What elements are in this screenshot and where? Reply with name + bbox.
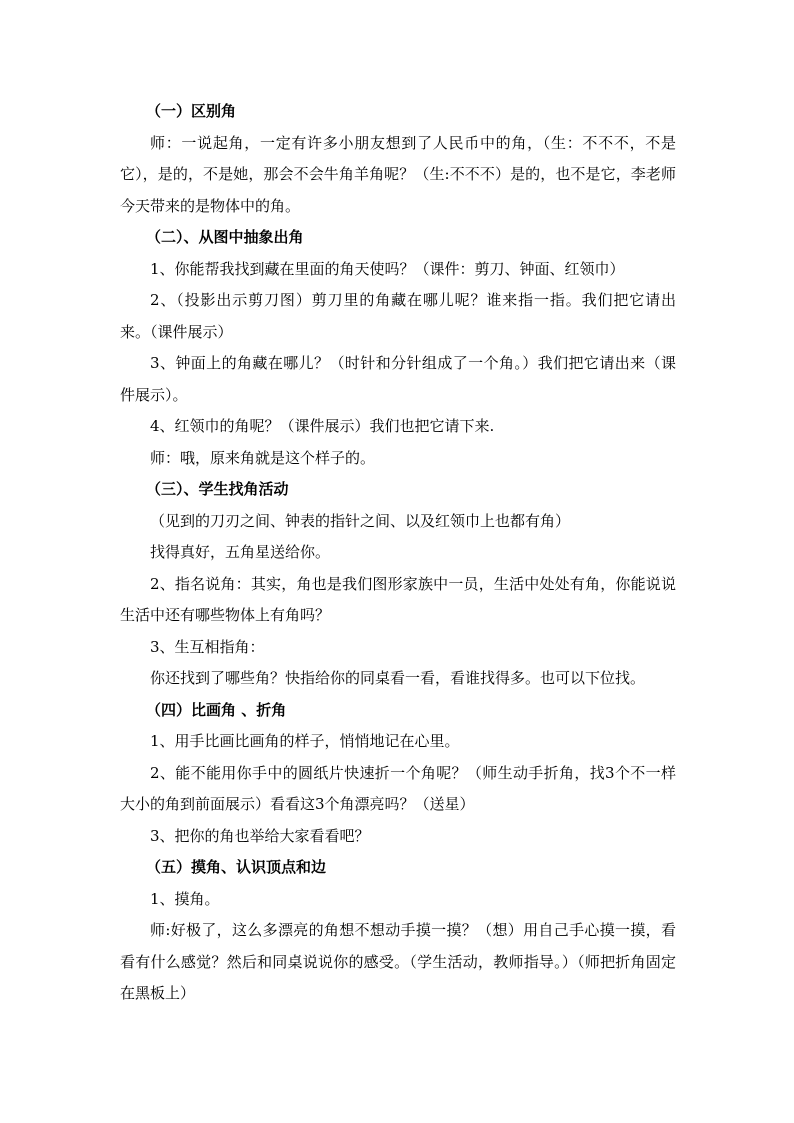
paragraph: 1、你能帮我找到藏在里面的角天使吗？（课件：剪刀、钟面、红领巾） [150,259,625,278]
paragraph: 4、红领巾的角呢？（课件展示）我们也把它请下来. [150,417,495,435]
paragraph: 2、指名说角：其实，角也是我们图形家族中一员，生活中处处有角，你能说说生活中还有哪些物体上有角吗？ [120,574,676,624]
paragraph: 3、生互相指角： [150,637,265,656]
paragraph: 你还找到了哪些角？快指给你的同桌看一看，看谁找得多。也可以下位找。 [150,669,646,687]
section-heading: （一）区别角 [146,102,237,120]
paragraph: 师：一说起角，一定有许多小朋友想到了人民币中的角，（生：不不不，不是它），是的，不是她，那会不会牛角羊角呢？（生:不不不）是的，也不是它，李老师今天带来的是物体中的角。 [120,133,676,215]
document-body [120,96,676,1010]
section-heading: （二）、从图中抽象出角 [146,228,304,246]
paragraph: （见到的刀刃之间、钟表的指针之间、以及红领巾上也都有角） [150,511,571,530]
paragraph: 师：哦，原来角就是这个样子的。 [150,448,376,467]
paragraph: 1、摸角。 [150,889,220,908]
section-heading: （五）摸角、认识顶点和边 [146,858,327,876]
paragraph: 师:好极了，这么多漂亮的角想不想动手摸一摸？（想）用自己手心摸一摸，看看有什么感觉？然后和同桌说说你的感受。（学生活动，教师指导。）（师把折角固定在黑板上） [120,921,676,1002]
paragraph: 3、把你的角也举给大家看看吧？ [150,826,370,845]
paragraph: 找得真好，五角星送给你。 [150,543,331,561]
section-heading: （四）比画角 、折角 [146,700,287,719]
paragraph: 1、用手比画比画角的样子，悄悄地记在心里。 [150,732,460,750]
paragraph: 2、能不能用你手中的圆纸片快速折一个角呢？（师生动手折角，找3个不一样大小的角到前面展示）看看这3个角漂亮吗？（送星） [120,763,676,813]
section-heading: （三）、学生找角活动 [146,480,289,498]
paragraph: 2、（投影出示剪刀图）剪刀里的角藏在哪儿呢？谁来指一指。我们把它请出来。（课件展示） [120,291,676,341]
paragraph: 3、钟面上的角藏在哪儿？（时针和分针组成了一个角。）我们把它请出来（课件展示）。 [120,354,676,404]
